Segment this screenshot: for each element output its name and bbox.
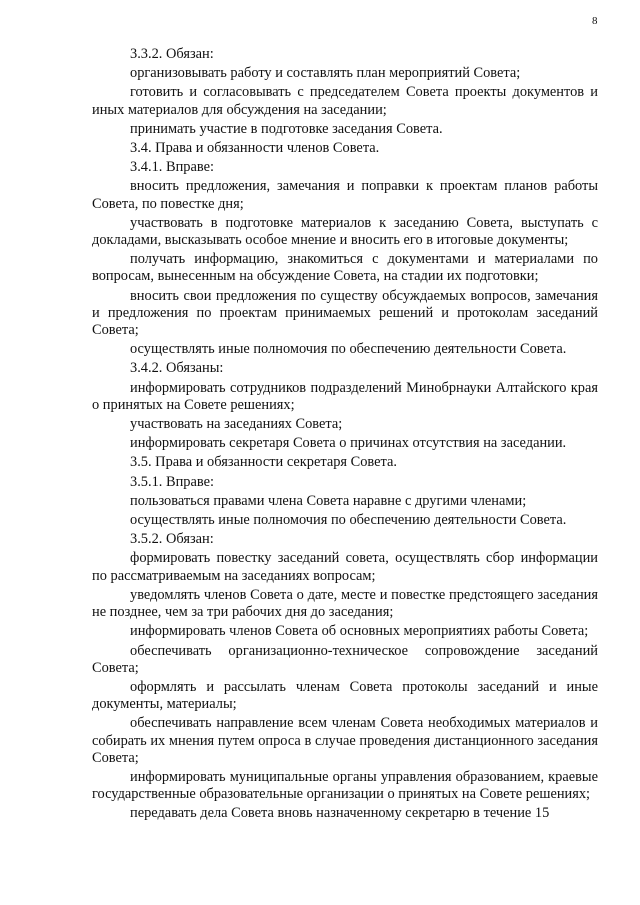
paragraph: информировать секретаря Совета о причинах отсутствия на заседании.: [130, 435, 567, 452]
paragraph: информировать сотрудников подразделений Минобрнауки Алтайского края о принятых на Совете решениях;: [92, 379, 598, 413]
paragraph: осуществлять иные полномочия по обеспечению деятельности Совета.: [130, 341, 567, 358]
paragraph: формировать повестку заседаний совета, осуществлять сбор информации по рассматриваемым на заседаниях вопросам;: [92, 550, 598, 584]
paragraph: вносить свои предложения по существу обсуждаемых вопросов, замечания и предложения по проектам принимаемых решений и протоколам заседаний Совета;: [92, 287, 598, 339]
paragraph: передавать дела Совета вновь назначенному секретарю в течение 15: [130, 805, 550, 822]
paragraph: 3.4.1. Вправе:: [130, 159, 214, 176]
paragraph: пользоваться правами члена Совета наравне с другими членами;: [130, 492, 527, 509]
paragraph: получать информацию, знакомиться с документами и материалами по вопросам, вынесенным на обсуждение Совета, на стадии их подготовки;: [92, 251, 598, 285]
paragraph: 3.5.2. Обязан:: [130, 531, 214, 548]
paragraph: вносить предложения, замечания и поправки к проектам планов работы Совета, по повестке дня;: [92, 178, 598, 212]
paragraph: уведомлять членов Совета о дате, месте и повестке предстоящего заседания не позднее, чем за три рабочих дня до заседания;: [92, 586, 598, 621]
paragraph: 3.4. Права и обязанности членов Совета.: [130, 140, 380, 157]
paragraph: осуществлять иные полномочия по обеспечению деятельности Совета.: [130, 512, 567, 529]
paragraph: 3.5.1. Вправе:: [130, 473, 214, 490]
paragraph: участвовать в подготовке материалов к заседанию Совета, выступать с докладами, высказывать особое мнение и вносить его в итоговые документы;: [92, 214, 598, 249]
paragraph: оформлять и рассылать членам Совета протоколы заседаний и иные документы, материалы;: [92, 678, 598, 713]
paragraph: 3.3.2. Обязан:: [130, 46, 214, 62]
paragraph: обеспечивать организационно-техническое сопровождение заседаний Совета;: [92, 642, 598, 676]
paragraph: 3.5. Права и обязанности секретаря Совета.: [130, 454, 397, 471]
paragraph: 3.4.2. Обязаны:: [130, 360, 224, 377]
paragraph: информировать муниципальные органы управления образованием, краевые государственные образовательные организации о принятых на Совете решениях;: [92, 768, 598, 803]
paragraph: принимать участие в подготовке заседания Совета.: [130, 120, 443, 137]
paragraph: участвовать на заседаниях Совета;: [130, 416, 343, 433]
paragraph: организовывать работу и составлять план мероприятий Совета;: [130, 65, 521, 82]
paragraph: информировать членов Совета об основных мероприятиях работы Совета;: [130, 623, 589, 640]
document-body: [92, 46, 598, 823]
paragraph: обеспечивать направление всем членам Совета необходимых материалов и собирать их мнения путем опроса в случае проведения дистанционного заседания Совета;: [92, 715, 598, 766]
paragraph: готовить и согласовывать с председателем Совета проекты документов и иных материалов для обсуждения на заседании;: [92, 84, 598, 118]
page-number: 8: [592, 15, 598, 27]
